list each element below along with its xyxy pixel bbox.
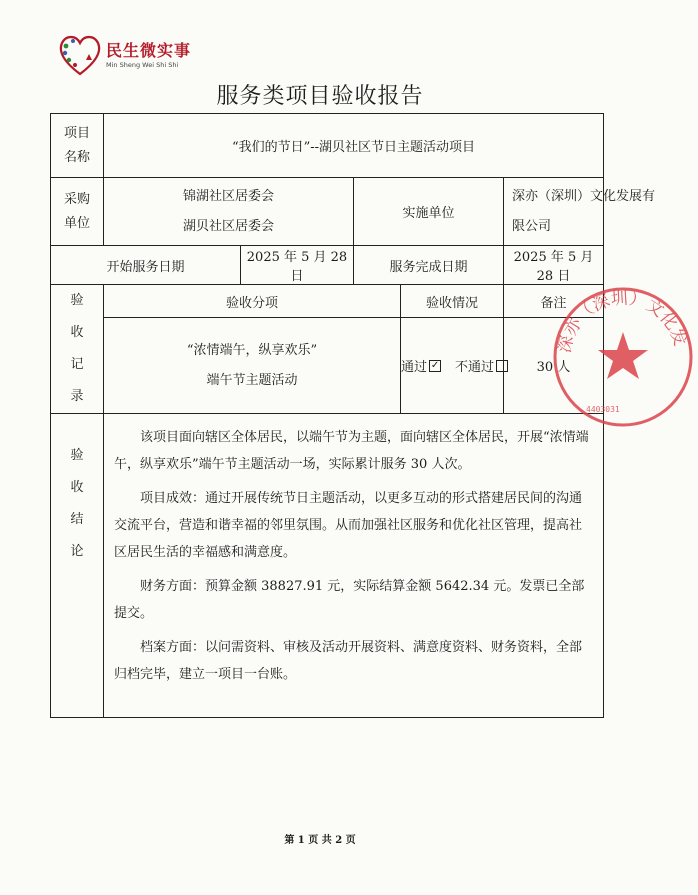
label-char: 验: [70, 293, 84, 308]
item-line: “浓情端午，纵享欢乐”: [186, 342, 318, 358]
stamp-number: 4403031: [586, 405, 620, 414]
conclusion-text: [104, 414, 604, 718]
purchaser-label: [51, 178, 104, 246]
row-record-content: [51, 318, 604, 414]
stamp-text: 深亦（深圳）文化发: [554, 288, 690, 355]
col-status-header: [401, 285, 504, 318]
label-char: 结: [70, 512, 84, 527]
col-status-text: 验收情况: [425, 295, 478, 311]
logo-subtitle: Min Sheng Wei Shi Shi: [106, 61, 179, 69]
conclusion-paragraph: 该项目面向辖区全体居民，以端午节为主题，面向辖区全体居民，开展“浓情端午，纵享欢乐”端午节主题活动一场，实际累计服务 30 人次。: [114, 430, 589, 472]
label-char: 论: [70, 544, 84, 559]
col-item-header: 验收分项: [104, 285, 401, 318]
fail-label: 不通过: [455, 360, 495, 376]
end-date: 2025 年 5 月 28 日: [504, 246, 604, 285]
acceptance-report-table: [50, 113, 656, 718]
status-cell: [401, 318, 504, 414]
row-units: [51, 178, 604, 246]
purchaser-units: [104, 178, 354, 246]
label-char: 验: [70, 448, 84, 463]
conclusion-paragraph: 财务方面：预算金额 38827.91 元，实际结算金额 5642.34 元。发票已全部提交。: [114, 579, 585, 621]
label-char: 录: [70, 389, 84, 404]
row-project-name: [51, 114, 604, 178]
label-line: 单位: [63, 215, 90, 231]
label-line: 项目: [63, 125, 90, 141]
conclusion-paragraph: 项目成效：通过开展传统节日主题活动，以更多互动的形式搭建居民间的沟通交流平台，营造和谐幸福的邻里氛围。从而加强社区服务和优化社区管理，提高社区居民生活的幸福感和满意度。: [114, 491, 583, 560]
conclusion-label: [51, 414, 104, 718]
pass-label: 通过: [401, 360, 428, 376]
pass-checkbox: ✓: [430, 359, 440, 371]
purchaser-unit: 锦湖社区居委会: [182, 188, 274, 204]
project-name-label: [51, 114, 104, 178]
fail-checkbox: [496, 360, 508, 372]
pass-option: [401, 356, 508, 375]
stamp-star-icon: [598, 332, 648, 379]
row-conclusion: [51, 414, 604, 718]
label-char: 记: [70, 357, 84, 372]
page-title: 服务类项目验收报告: [216, 84, 424, 109]
project-name: “我们的节日”--湖贝社区节日主题活动项目: [104, 114, 604, 178]
start-date: 2025 年 5 月 28 日: [241, 246, 354, 285]
record-label: [51, 285, 104, 414]
heart-logo-icon: [56, 30, 104, 80]
label-line: 名称: [63, 149, 90, 165]
implementer-label: 实施单位: [354, 178, 504, 246]
conclusion-paragraph: 档案方面：以问需资料、审核及活动开展资料、满意度资料、财务资料，全部归档完毕，建立一项目一台账。: [114, 640, 583, 682]
end-date-label: 服务完成日期: [354, 246, 504, 285]
implementer-value: [504, 178, 656, 246]
item-cell: [104, 318, 401, 414]
label-line: 采购: [63, 191, 90, 207]
implementer-line: 限公司: [512, 218, 552, 234]
logo: [56, 30, 216, 80]
start-date-label: 开始服务日期: [51, 246, 241, 285]
row-record-header: [51, 285, 604, 318]
label-char: 收: [70, 325, 84, 340]
row-dates: [51, 246, 604, 285]
logo-text: 民生微实事: [106, 41, 192, 60]
page-footer: 第 1 页 共 2 页: [284, 835, 356, 846]
purchaser-unit: 湖贝社区居委会: [182, 218, 274, 234]
col-note-header: 备注: [504, 285, 604, 318]
note-value: 30 人: [504, 318, 604, 414]
label-char: 收: [70, 480, 84, 495]
implementer-line: 深亦（深圳）文化发展有: [512, 188, 656, 204]
item-line: 端午节主题活动: [206, 372, 298, 388]
